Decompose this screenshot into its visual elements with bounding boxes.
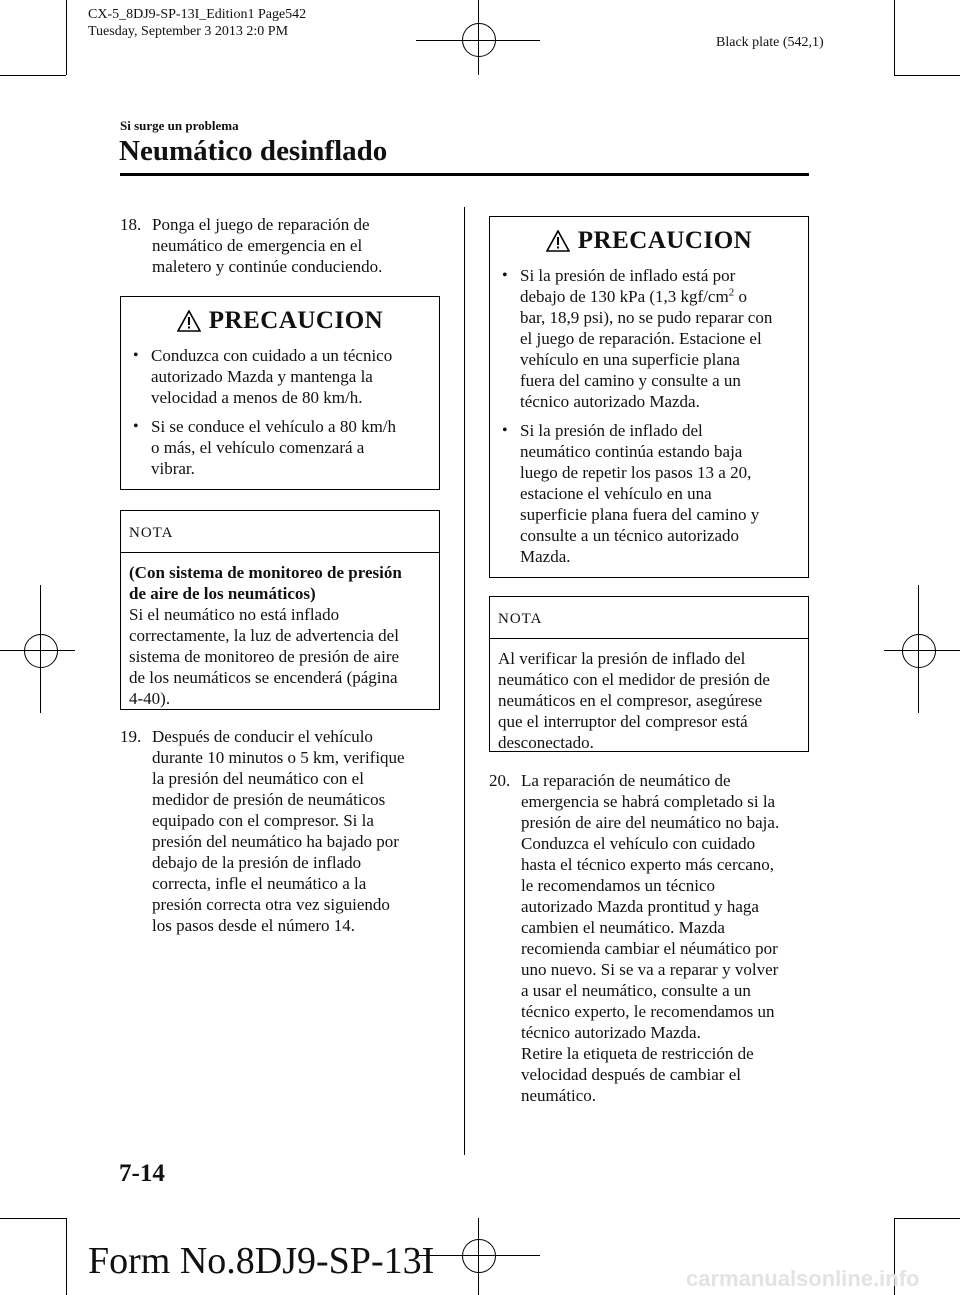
warning-icon (546, 230, 570, 252)
note-heading: NOTA (490, 597, 808, 639)
caution-box-1 (120, 296, 440, 490)
note-body: Al verificar la presión de inflado del neumático con el medidor de presión de neumáticos en el compresor, asegúrese que el interruptor del compresor está desconectado. (498, 649, 770, 752)
caution-bullet: • Si se conduce el vehículo a 80 km/h o más, el vehículo comenzará a vibrar. (121, 416, 439, 479)
note-heading: NOTA (121, 511, 439, 553)
note-box-2 (489, 596, 809, 752)
caution-heading: PRECAUCION (121, 307, 439, 335)
page-title: Neumático desinflado (119, 135, 388, 167)
print-header-file: CX-5_8DJ9-SP-13I_Edition1 Page542 (88, 7, 307, 22)
page-number: 7-14 (119, 1160, 165, 1187)
column-divider (464, 207, 465, 1155)
print-header (88, 6, 306, 40)
note-box-1 (120, 510, 440, 710)
caution-bullet: • Si la presión de inflado del neumático continúa estando baja luego de repetir los pasos 13 a 20, estacione el vehículo en una superficie plana fuera del camino y consulte a un técnico autorizado Mazda. (490, 420, 808, 567)
title-rule (120, 173, 809, 176)
caution-heading: PRECAUCION (490, 227, 808, 255)
caution-bullet: • Conduzca con cuidado a un técnico autorizado Mazda y mantenga la velocidad a menos de 80 km/h. (121, 345, 439, 408)
step-18: 18. Ponga el juego de reparación de neumático de emergencia en el maletero y continúe conduciendo. (120, 215, 383, 276)
step-19-number: 19. (120, 727, 142, 746)
step-18-number: 18. (120, 215, 142, 234)
caution-bullet: • Si la presión de inflado está por debajo de 130 kPa (1,3 kgf/$cm^2$ o bar, 18,9 psi), no se pudo reparar con el juego de reparación. Estacione el vehículo en una superficie plana fuera del camino y consulte a un técnico autorizado Mazda. (490, 265, 808, 412)
warning-icon (177, 310, 201, 332)
watermark: carmanualsonline.info (686, 1266, 920, 1291)
section-label: Si surge un problema (120, 118, 239, 133)
note-body: (Con sistema de monitoreo de presión de aire de los neumáticos) Si el neumático no está inflado correctamente, la luz de advertencia del sistema de monitoreo de presión de aire de los neumáticos se encenderá (página 4-40). (129, 563, 402, 708)
form-number: Form No.8DJ9-SP-13I (88, 1240, 435, 1282)
step-20: 20. La reparación de neumático de emergencia se habrá completado si la presión de aire del neumático no baja. Conduzca el vehículo con cuidado hasta el técnico experto más cercano, le recomendamos un técnico autorizado Mazda prontitud y haga cambien el neumático. Mazda recomienda cambiar el néumático por uno nuevo. Si se va a reparar y volver a usar el neumático, consulte a un técnico experto, le recomendamos un técnico autorizado Mazda. Retire la etiqueta de restricción de velocidad después de cambiar el neumático. (489, 771, 780, 1105)
step-19: 19. Después de conducir el vehículo durante 10 minutos o 5 km, verifique la presión del neumático con el medidor de presión de neumáticos equipado con el compresor. Si la presión del neumático ha bajado por debajo de la presión de inflado correcta, infle el neumático a la presión correcta otra vez siguiendo los pasos desde el número 14. (120, 727, 405, 935)
caution-box-2 (489, 216, 809, 578)
step-20-number: 20. (489, 771, 511, 790)
plate-label: Black plate (542,1) (716, 35, 824, 50)
print-header-date: Tuesday, September 3 2013 2:0 PM (88, 24, 289, 39)
